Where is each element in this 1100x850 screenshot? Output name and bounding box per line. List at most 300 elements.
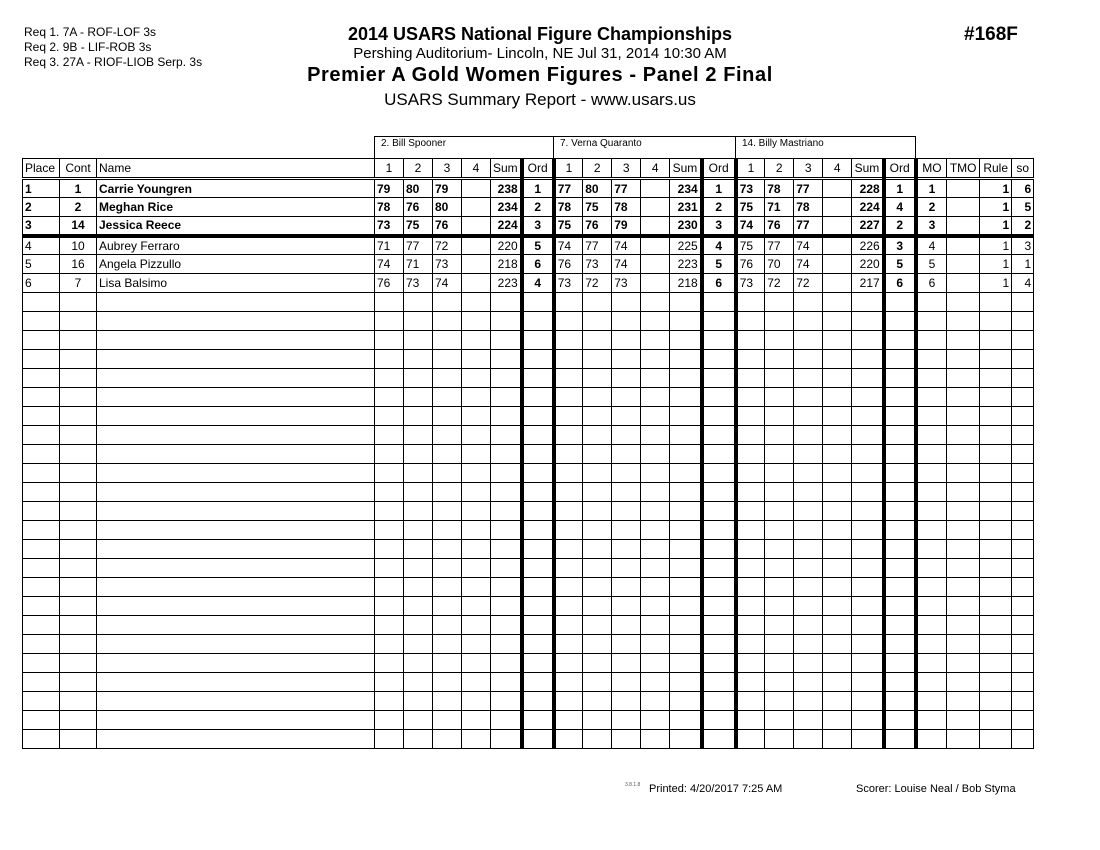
score-cell bbox=[765, 331, 794, 350]
ordinal-cell bbox=[884, 578, 916, 597]
mo-cell bbox=[916, 502, 947, 521]
score-cell bbox=[612, 350, 641, 369]
sum-cell bbox=[670, 540, 702, 559]
score-cell bbox=[554, 445, 583, 464]
score-cell bbox=[462, 673, 491, 692]
sum-cell bbox=[491, 293, 522, 312]
score-cell bbox=[736, 692, 765, 711]
score-cell bbox=[794, 540, 823, 559]
score-cell bbox=[641, 350, 670, 369]
ordinal-cell: 6 bbox=[702, 274, 736, 293]
header-fig-2: 2 bbox=[404, 159, 433, 179]
ordinal-cell bbox=[884, 312, 916, 331]
event-venue: Pershing Auditorium- Lincoln, NE Jul 31, 2014 10:30 AM bbox=[353, 45, 727, 62]
sum-cell bbox=[670, 578, 702, 597]
score-cell bbox=[554, 388, 583, 407]
score-cell bbox=[462, 312, 491, 331]
ordinal-cell: 1 bbox=[522, 179, 554, 198]
rule-cell bbox=[980, 521, 1012, 540]
tmo-cell bbox=[947, 559, 980, 578]
rule-cell bbox=[980, 483, 1012, 502]
score-cell bbox=[375, 464, 404, 483]
score-cell bbox=[765, 578, 794, 597]
ordinal-cell bbox=[884, 521, 916, 540]
score-cell bbox=[765, 730, 794, 749]
tmo-cell bbox=[947, 502, 980, 521]
score-cell bbox=[433, 521, 462, 540]
place-cell bbox=[23, 445, 60, 464]
score-cell bbox=[554, 521, 583, 540]
ordinal-cell bbox=[702, 635, 736, 654]
score-cell bbox=[375, 407, 404, 426]
table-header-row bbox=[23, 159, 1034, 179]
rule-cell bbox=[980, 331, 1012, 350]
score-cell: 73 bbox=[404, 274, 433, 293]
so-cell bbox=[1012, 445, 1034, 464]
score-cell bbox=[794, 388, 823, 407]
name-cell bbox=[97, 578, 375, 597]
score-cell: 72 bbox=[765, 274, 794, 293]
score-cell bbox=[462, 293, 491, 312]
empty-row bbox=[23, 730, 1034, 749]
header-cont: Cont bbox=[60, 159, 97, 179]
so-cell: 6 bbox=[1012, 179, 1034, 198]
sum-cell bbox=[491, 540, 522, 559]
place-cell bbox=[23, 483, 60, 502]
place-cell bbox=[23, 407, 60, 426]
score-cell: 72 bbox=[794, 274, 823, 293]
cont-cell: 1 bbox=[60, 179, 97, 198]
score-cell bbox=[823, 217, 852, 236]
ordinal-cell: 4 bbox=[884, 198, 916, 217]
ordinal-cell bbox=[884, 407, 916, 426]
ordinal-cell bbox=[522, 540, 554, 559]
place-cell bbox=[23, 369, 60, 388]
score-cell bbox=[641, 540, 670, 559]
score-cell bbox=[823, 312, 852, 331]
score-cell bbox=[765, 483, 794, 502]
tmo-cell bbox=[947, 445, 980, 464]
event-title: 2014 USARS National Figure Championships bbox=[347, 24, 733, 44]
ordinal-cell bbox=[522, 597, 554, 616]
score-cell bbox=[765, 350, 794, 369]
score-cell bbox=[433, 407, 462, 426]
so-cell bbox=[1012, 521, 1034, 540]
sum-cell bbox=[670, 711, 702, 730]
score-cell: 72 bbox=[583, 274, 612, 293]
score-cell bbox=[404, 331, 433, 350]
score-cell: 71 bbox=[375, 236, 404, 255]
score-cell bbox=[375, 426, 404, 445]
score-cell bbox=[641, 217, 670, 236]
sum-cell: 218 bbox=[670, 274, 702, 293]
score-cell bbox=[736, 445, 765, 464]
score-cell: 74 bbox=[794, 255, 823, 274]
score-cell bbox=[462, 198, 491, 217]
score-cell bbox=[462, 521, 491, 540]
score-cell bbox=[823, 179, 852, 198]
score-cell bbox=[641, 483, 670, 502]
score-cell bbox=[433, 388, 462, 407]
sum-cell: 220 bbox=[491, 236, 522, 255]
tmo-cell bbox=[947, 236, 980, 255]
score-cell bbox=[462, 426, 491, 445]
score-cell bbox=[462, 616, 491, 635]
sum-cell bbox=[670, 616, 702, 635]
ordinal-cell bbox=[702, 578, 736, 597]
score-cell bbox=[612, 464, 641, 483]
score-cell bbox=[736, 426, 765, 445]
table-row bbox=[23, 179, 1034, 198]
version-label: 3.8.1.8 bbox=[625, 782, 641, 788]
ordinal-cell bbox=[884, 540, 916, 559]
score-cell bbox=[404, 540, 433, 559]
tmo-cell bbox=[947, 293, 980, 312]
score-cell: 75 bbox=[736, 236, 765, 255]
score-cell bbox=[641, 293, 670, 312]
score-cell bbox=[554, 407, 583, 426]
sum-cell bbox=[670, 559, 702, 578]
place-cell bbox=[23, 350, 60, 369]
tmo-cell bbox=[947, 692, 980, 711]
cont-cell bbox=[60, 445, 97, 464]
tmo-cell bbox=[947, 483, 980, 502]
ordinal-cell bbox=[702, 730, 736, 749]
sum-cell bbox=[491, 673, 522, 692]
score-cell: 71 bbox=[404, 255, 433, 274]
score-cell bbox=[612, 673, 641, 692]
header-fig-4: 4 bbox=[823, 159, 852, 179]
sum-cell bbox=[852, 540, 884, 559]
ordinal-cell: 5 bbox=[884, 255, 916, 274]
score-cell bbox=[462, 597, 491, 616]
sum-cell bbox=[491, 369, 522, 388]
place-cell bbox=[23, 521, 60, 540]
ordinal-cell bbox=[522, 578, 554, 597]
score-cell bbox=[583, 464, 612, 483]
score-cell: 72 bbox=[433, 236, 462, 255]
score-cell bbox=[641, 597, 670, 616]
score-cell bbox=[404, 407, 433, 426]
rule-cell bbox=[980, 711, 1012, 730]
sum-cell bbox=[852, 483, 884, 502]
mo-cell bbox=[916, 388, 947, 407]
place-cell bbox=[23, 426, 60, 445]
name-cell bbox=[97, 730, 375, 749]
name-cell bbox=[97, 692, 375, 711]
header-fig-1: 1 bbox=[375, 159, 404, 179]
empty-row bbox=[23, 464, 1034, 483]
sum-cell bbox=[852, 331, 884, 350]
score-cell bbox=[554, 312, 583, 331]
tmo-cell bbox=[947, 711, 980, 730]
score-cell bbox=[404, 369, 433, 388]
tmo-cell bbox=[947, 179, 980, 198]
score-cell bbox=[462, 711, 491, 730]
judge-header-2: 7. Verna Quaranto bbox=[553, 136, 736, 158]
header-ord: Ord bbox=[702, 159, 736, 179]
score-cell bbox=[404, 293, 433, 312]
score-cell bbox=[433, 559, 462, 578]
cont-cell bbox=[60, 578, 97, 597]
empty-row bbox=[23, 711, 1034, 730]
ordinal-cell bbox=[884, 388, 916, 407]
sum-cell bbox=[491, 388, 522, 407]
sum-cell: 220 bbox=[852, 255, 884, 274]
ordinal-cell bbox=[884, 692, 916, 711]
score-cell bbox=[462, 407, 491, 426]
score-cell: 77 bbox=[583, 236, 612, 255]
ordinal-cell bbox=[522, 635, 554, 654]
place-cell bbox=[23, 635, 60, 654]
mo-cell: 1 bbox=[916, 179, 947, 198]
score-cell bbox=[765, 673, 794, 692]
score-cell bbox=[612, 578, 641, 597]
rule-cell: 1 bbox=[980, 217, 1012, 236]
score-cell bbox=[794, 654, 823, 673]
header-ord: Ord bbox=[522, 159, 554, 179]
score-cell bbox=[462, 369, 491, 388]
score-cell bbox=[554, 426, 583, 445]
score-cell bbox=[375, 730, 404, 749]
mo-cell bbox=[916, 369, 947, 388]
score-cell: 79 bbox=[612, 217, 641, 236]
cont-cell bbox=[60, 521, 97, 540]
score-cell: 75 bbox=[404, 217, 433, 236]
name-cell bbox=[97, 350, 375, 369]
score-cell bbox=[823, 616, 852, 635]
score-cell bbox=[736, 673, 765, 692]
score-cell: 74 bbox=[794, 236, 823, 255]
score-cell: 78 bbox=[612, 198, 641, 217]
sum-cell bbox=[491, 350, 522, 369]
score-cell bbox=[736, 407, 765, 426]
tmo-cell bbox=[947, 654, 980, 673]
sum-cell bbox=[491, 483, 522, 502]
score-cell bbox=[765, 464, 794, 483]
score-cell bbox=[554, 331, 583, 350]
ordinal-cell bbox=[522, 654, 554, 673]
rule-cell bbox=[980, 559, 1012, 578]
table-row bbox=[23, 198, 1034, 217]
cont-cell bbox=[60, 369, 97, 388]
score-cell bbox=[554, 369, 583, 388]
score-cell bbox=[375, 540, 404, 559]
place-cell bbox=[23, 331, 60, 350]
score-cell bbox=[794, 711, 823, 730]
score-cell bbox=[736, 578, 765, 597]
score-cell bbox=[554, 597, 583, 616]
score-cell bbox=[554, 540, 583, 559]
score-cell bbox=[433, 616, 462, 635]
ordinal-cell bbox=[702, 597, 736, 616]
score-cell bbox=[794, 597, 823, 616]
score-cell bbox=[583, 426, 612, 445]
mo-cell bbox=[916, 464, 947, 483]
mo-cell bbox=[916, 331, 947, 350]
so-cell bbox=[1012, 483, 1034, 502]
score-cell: 74 bbox=[736, 217, 765, 236]
score-cell bbox=[375, 521, 404, 540]
empty-row bbox=[23, 521, 1034, 540]
score-cell bbox=[554, 730, 583, 749]
table-row bbox=[23, 255, 1034, 274]
score-cell bbox=[404, 464, 433, 483]
score-cell bbox=[375, 559, 404, 578]
sum-cell bbox=[670, 331, 702, 350]
cont-cell bbox=[60, 559, 97, 578]
sum-cell bbox=[491, 711, 522, 730]
score-cell bbox=[641, 445, 670, 464]
empty-row bbox=[23, 407, 1034, 426]
rule-cell: 1 bbox=[980, 179, 1012, 198]
sum-cell: 217 bbox=[852, 274, 884, 293]
ordinal-cell bbox=[522, 293, 554, 312]
ordinal-cell: 3 bbox=[884, 236, 916, 255]
score-cell bbox=[612, 635, 641, 654]
place-cell bbox=[23, 673, 60, 692]
score-cell bbox=[583, 331, 612, 350]
ordinal-cell bbox=[884, 426, 916, 445]
score-cell bbox=[823, 293, 852, 312]
score-cell bbox=[794, 464, 823, 483]
score-cell bbox=[433, 635, 462, 654]
score-cell bbox=[823, 369, 852, 388]
ordinal-cell bbox=[884, 597, 916, 616]
score-cell bbox=[765, 692, 794, 711]
ordinal-cell bbox=[522, 521, 554, 540]
score-cell bbox=[462, 578, 491, 597]
place-cell bbox=[23, 559, 60, 578]
score-cell bbox=[462, 635, 491, 654]
cont-cell bbox=[60, 464, 97, 483]
score-cell bbox=[554, 673, 583, 692]
place-cell: 4 bbox=[23, 236, 60, 255]
tmo-cell bbox=[947, 407, 980, 426]
score-cell bbox=[375, 293, 404, 312]
so-cell bbox=[1012, 616, 1034, 635]
sum-cell bbox=[852, 502, 884, 521]
so-cell: 3 bbox=[1012, 236, 1034, 255]
score-cell bbox=[404, 711, 433, 730]
judge-header-3: 14. Billy Mastriano bbox=[735, 136, 916, 158]
score-cell bbox=[375, 616, 404, 635]
score-cell bbox=[823, 255, 852, 274]
empty-row bbox=[23, 369, 1034, 388]
name-cell bbox=[97, 388, 375, 407]
score-cell bbox=[823, 236, 852, 255]
score-cell bbox=[823, 673, 852, 692]
header-fig-3: 3 bbox=[794, 159, 823, 179]
sum-cell bbox=[852, 578, 884, 597]
score-cell bbox=[641, 559, 670, 578]
ordinal-cell bbox=[884, 711, 916, 730]
ordinal-cell bbox=[702, 369, 736, 388]
cont-cell bbox=[60, 331, 97, 350]
tmo-cell bbox=[947, 331, 980, 350]
score-cell bbox=[433, 654, 462, 673]
score-cell: 76 bbox=[433, 217, 462, 236]
empty-row bbox=[23, 597, 1034, 616]
ordinal-cell bbox=[884, 635, 916, 654]
score-cell bbox=[554, 654, 583, 673]
name-cell bbox=[97, 711, 375, 730]
place-cell bbox=[23, 692, 60, 711]
score-cell bbox=[583, 502, 612, 521]
rule-cell bbox=[980, 540, 1012, 559]
score-cell: 80 bbox=[583, 179, 612, 198]
ordinal-cell bbox=[884, 616, 916, 635]
score-cell bbox=[583, 711, 612, 730]
score-cell bbox=[404, 597, 433, 616]
score-cell: 73 bbox=[433, 255, 462, 274]
ordinal-cell bbox=[522, 426, 554, 445]
tmo-cell bbox=[947, 521, 980, 540]
tmo-cell bbox=[947, 730, 980, 749]
score-cell bbox=[736, 521, 765, 540]
ordinal-cell bbox=[522, 559, 554, 578]
ordinal-cell bbox=[702, 521, 736, 540]
score-cell bbox=[641, 369, 670, 388]
name-cell: Angela Pizzullo bbox=[97, 255, 375, 274]
score-cell bbox=[404, 692, 433, 711]
score-cell bbox=[462, 331, 491, 350]
score-cell bbox=[794, 426, 823, 445]
sum-cell bbox=[670, 692, 702, 711]
score-cell bbox=[462, 483, 491, 502]
ordinal-cell bbox=[702, 464, 736, 483]
cont-cell bbox=[60, 350, 97, 369]
place-cell: 3 bbox=[23, 217, 60, 236]
score-cell bbox=[583, 312, 612, 331]
score-cell: 75 bbox=[554, 217, 583, 236]
score-cell bbox=[823, 198, 852, 217]
score-cell: 80 bbox=[433, 198, 462, 217]
score-cell bbox=[823, 692, 852, 711]
place-cell: 5 bbox=[23, 255, 60, 274]
name-cell: Jessica Reece bbox=[97, 217, 375, 236]
mo-cell bbox=[916, 597, 947, 616]
score-cell bbox=[736, 312, 765, 331]
so-cell bbox=[1012, 711, 1034, 730]
place-cell bbox=[23, 616, 60, 635]
score-cell bbox=[641, 654, 670, 673]
ordinal-cell bbox=[522, 673, 554, 692]
cont-cell: 7 bbox=[60, 274, 97, 293]
score-cell bbox=[765, 407, 794, 426]
name-cell bbox=[97, 597, 375, 616]
score-cell: 73 bbox=[375, 217, 404, 236]
ordinal-cell: 1 bbox=[884, 179, 916, 198]
ordinal-cell bbox=[702, 331, 736, 350]
score-cell bbox=[765, 369, 794, 388]
sum-cell bbox=[491, 635, 522, 654]
score-cell bbox=[433, 597, 462, 616]
score-cell bbox=[765, 616, 794, 635]
score-cell bbox=[612, 502, 641, 521]
score-cell bbox=[554, 559, 583, 578]
score-cell bbox=[433, 502, 462, 521]
ordinal-cell bbox=[884, 369, 916, 388]
score-cell bbox=[794, 692, 823, 711]
so-cell bbox=[1012, 407, 1034, 426]
place-cell: 1 bbox=[23, 179, 60, 198]
tmo-cell bbox=[947, 426, 980, 445]
mo-cell: 5 bbox=[916, 255, 947, 274]
rule-cell bbox=[980, 350, 1012, 369]
sum-cell bbox=[491, 331, 522, 350]
score-cell: 76 bbox=[765, 217, 794, 236]
